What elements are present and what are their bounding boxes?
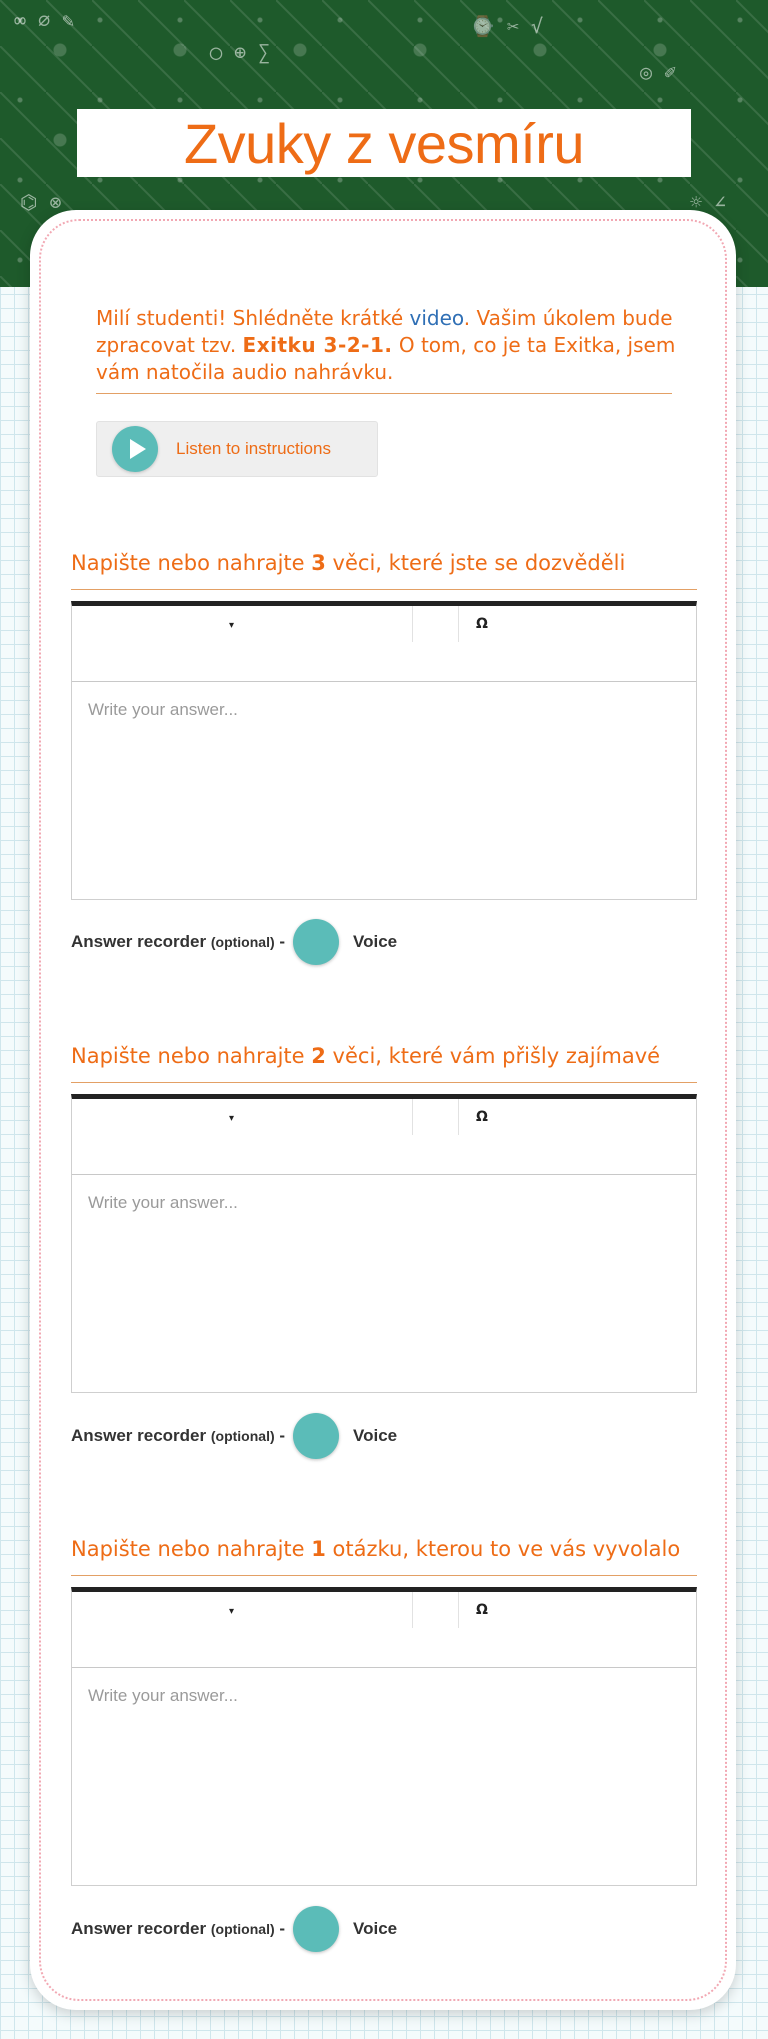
chalk-doodle: ◎ ✐ bbox=[640, 60, 677, 84]
recorder-dash: - bbox=[274, 932, 286, 951]
divider bbox=[71, 1082, 697, 1083]
voice-label: Voice bbox=[353, 1919, 398, 1938]
recorder-label-text: Answer recorder bbox=[71, 1919, 207, 1938]
recorder-label bbox=[71, 1919, 285, 1939]
page-title: Zvuky z vesmíru bbox=[183, 111, 585, 175]
answer-recorder-2 bbox=[71, 1413, 397, 1459]
recorder-label bbox=[71, 932, 285, 952]
toolbar-separator bbox=[458, 606, 459, 642]
intro-text-part: O tom, co je ta Exitka, jsem vám natočila audio nahrávku. bbox=[96, 333, 676, 384]
chalk-doodle: ◯ ⊕ ∑ bbox=[210, 40, 271, 64]
answer-input[interactable] bbox=[72, 1668, 696, 1885]
question-number: 2 bbox=[311, 1044, 326, 1068]
intro-bold-term: Exitku 3-2-1. bbox=[242, 333, 393, 357]
question-number: 3 bbox=[311, 551, 326, 575]
recorder-optional: (optional) bbox=[210, 934, 275, 950]
question-title-2 bbox=[71, 1044, 697, 1068]
question-text: otázku, kterou to ve vás vyvolalo bbox=[325, 1537, 681, 1561]
format-dropdown-icon[interactable]: ▾ bbox=[229, 1606, 235, 1617]
listen-label: Listen to instructions bbox=[176, 439, 331, 458]
chalk-doodle: ⌬ ⊗ bbox=[20, 190, 62, 214]
format-dropdown-icon[interactable]: ▾ bbox=[229, 620, 235, 631]
editor-toolbar bbox=[72, 1592, 696, 1668]
answer-editor-2 bbox=[71, 1094, 697, 1393]
answer-editor-1 bbox=[71, 601, 697, 900]
question-text: věci, které vám přišly zajímavé bbox=[325, 1044, 661, 1068]
question-text: Napište nebo nahrajte bbox=[71, 1537, 312, 1561]
editor-toolbar bbox=[72, 1099, 696, 1175]
question-title-1 bbox=[71, 551, 697, 575]
question-title-3 bbox=[71, 1537, 697, 1561]
toolbar-separator bbox=[458, 1099, 459, 1135]
divider bbox=[71, 589, 697, 590]
intro-text-part: Milí studenti! Shlédněte krátké bbox=[96, 306, 410, 330]
recorder-dash: - bbox=[274, 1426, 286, 1445]
record-icon[interactable] bbox=[293, 1906, 339, 1952]
voice-label: Voice bbox=[353, 932, 398, 951]
answer-recorder-3 bbox=[71, 1906, 397, 1952]
recorder-label-text: Answer recorder bbox=[71, 1426, 207, 1445]
question-text: Napište nebo nahrajte bbox=[71, 1044, 312, 1068]
recorder-dash: - bbox=[274, 1919, 286, 1938]
question-text: Napište nebo nahrajte bbox=[71, 551, 312, 575]
recorder-optional: (optional) bbox=[210, 1921, 275, 1937]
recorder-label-text: Answer recorder bbox=[71, 932, 207, 951]
answer-input[interactable] bbox=[72, 682, 696, 899]
intro-text-part: . Vašim úkolem bude zpracovat tzv. bbox=[96, 306, 673, 357]
divider bbox=[96, 393, 672, 394]
format-dropdown-icon[interactable]: ▾ bbox=[229, 1113, 235, 1124]
record-icon[interactable] bbox=[293, 1413, 339, 1459]
divider bbox=[71, 1575, 697, 1576]
recorder-optional: (optional) bbox=[210, 1428, 275, 1444]
toolbar-separator bbox=[412, 1592, 413, 1628]
video-link[interactable]: video bbox=[409, 306, 464, 330]
answer-editor-3 bbox=[71, 1587, 697, 1886]
answer-recorder-1 bbox=[71, 919, 397, 965]
toolbar-separator bbox=[458, 1592, 459, 1628]
special-char-button[interactable]: Ω bbox=[476, 1602, 488, 1618]
editor-toolbar bbox=[72, 606, 696, 682]
question-text: věci, které jste se dozvěděli bbox=[325, 551, 626, 575]
special-char-button[interactable]: Ω bbox=[476, 616, 488, 632]
special-char-button[interactable]: Ω bbox=[476, 1109, 488, 1125]
title-box bbox=[77, 109, 691, 177]
recorder-label bbox=[71, 1426, 285, 1446]
chalk-doodle: ☼ ∠ bbox=[690, 190, 727, 214]
chalk-doodle: ∞ ⌀ ✎ bbox=[14, 8, 75, 32]
intro-text bbox=[96, 305, 676, 386]
toolbar-separator bbox=[412, 606, 413, 642]
listen-instructions-button[interactable] bbox=[96, 421, 378, 477]
chalk-doodle: ⌚ ✂ √ bbox=[470, 14, 544, 38]
voice-label: Voice bbox=[353, 1426, 398, 1445]
answer-input[interactable] bbox=[72, 1175, 696, 1392]
record-icon[interactable] bbox=[293, 919, 339, 965]
play-icon[interactable] bbox=[112, 426, 158, 472]
toolbar-separator bbox=[412, 1099, 413, 1135]
question-number: 1 bbox=[311, 1537, 326, 1561]
